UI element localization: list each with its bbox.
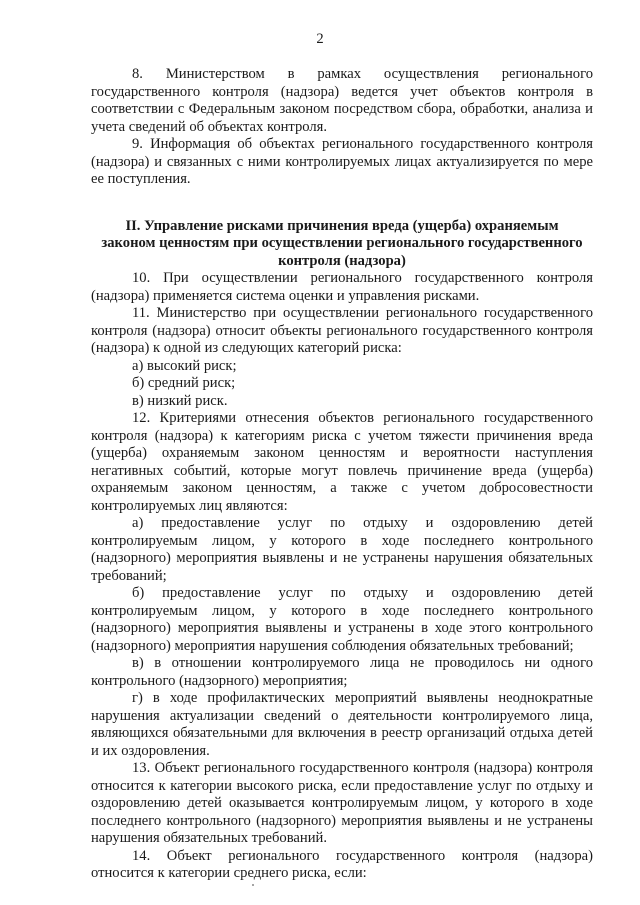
list-item-low-risk: в) низкий риск. <box>132 392 228 409</box>
criterion-b: б) предоставление услуг по отдыху и оздоровлению детей контролируемым лицом, у которого в ходе последнего контрольного (надзорного) мероприятия выявлены и устранены в ходе этого контрольного (надзорного) мероприятия нарушения соблюдения обязательных требований; <box>91 585 593 654</box>
section-title: II. Управление рисками причинения вреда (ущерба) охраняемым законом ценностям при осуществлении регионального государственного контроля (надзора) <box>101 217 583 269</box>
scan-speck <box>252 884 254 886</box>
criterion-g: г) в ходе профилактических мероприятий выявлены неоднократные нарушения актуализации сведений о деятельности контролируемого лица, являющихся обязательными для включения в реестр организаций отдыха детей и их оздоровления. <box>91 690 593 759</box>
document-body <box>91 66 593 883</box>
list-item-medium-risk: б) средний риск; <box>132 375 236 391</box>
page-number: 2 <box>316 31 324 47</box>
paragraph-14: 14. Объект регионального государственного контроля (надзора) относится к категории среднего риска, если: <box>91 847 593 881</box>
paragraph-12: 12. Критериями отнесения объектов регионального государственного контроля (надзора) к категориям риска с учетом тяжести причинения вреда (ущерба) охраняемым законом ценностям и вероятности наступления негативных событий, которые могут повлечь причинение вреда (ущерба) охраняемым законом ценностям, а также с учетом добросовестности контролируемых лиц являются: <box>91 410 593 514</box>
paragraph-13: 13. Объект регионального государственного контроля (надзора) контроля относится к категории высокого риска, если предоставление услуг по отдыху и оздоровлению детей оказывается контролируемым лицом, у которого в ходе последнего контрольного (надзорного) мероприятия выявлены и не устранены нарушения обязательных требований. <box>91 760 593 846</box>
paragraph-10: 10. При осуществлении регионального государственного контроля (надзора) применяется система оценки и управления рисками. <box>91 270 593 304</box>
criterion-v: в) в отношении контролируемого лица не проводилось ни одного контрольного (надзорного) мероприятия; <box>91 655 593 689</box>
list-item-high-risk: а) высокий риск; <box>132 357 237 374</box>
paragraph-9: 9. Информация об объектах регионального государственного контроля (надзора) и связанных с ними контролируемых лицах актуализируется по мере ее поступления. <box>91 136 593 187</box>
criterion-a: а) предоставление услуг по отдыху и оздоровлению детей контролируемым лицом, у которого в ходе последнего контрольного (надзорного) мероприятия выявлены и не устранены нарушения обязательных требований; <box>91 515 593 584</box>
paragraph-8: 8. Министерством в рамках осуществления регионального государственного контроля (надзора) ведется учет объектов контроля в соответствии с Федеральным законом посредством сбора, обработки, анализа и учета сведений об объектах контроля. <box>91 66 593 135</box>
paragraph-11: 11. Министерство при осуществлении регионального государственного контроля (надзора) относит объекты регионального государственного контроля (надзора) к одной из следующих категорий риска: <box>91 305 593 356</box>
